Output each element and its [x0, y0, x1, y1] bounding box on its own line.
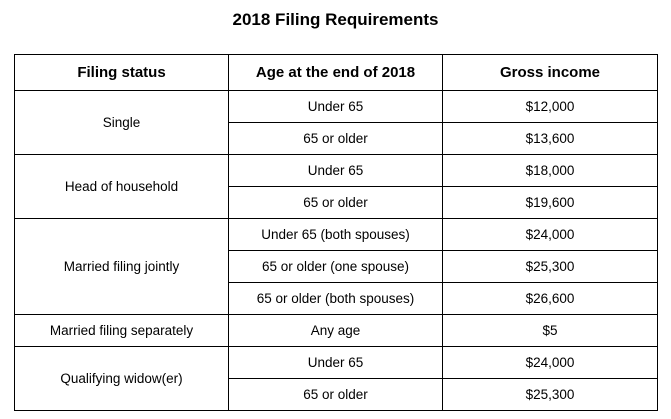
page-title: 2018 Filing Requirements	[232, 10, 439, 29]
filing-status-cell: Married filing jointly	[15, 219, 229, 315]
table-row	[15, 219, 658, 251]
income-cell: $26,600	[443, 283, 658, 315]
age-cell: Under 65	[229, 91, 443, 123]
income-cell: $13,600	[443, 123, 658, 155]
filing-requirements-table	[14, 54, 658, 411]
income-cell: $24,000	[443, 347, 658, 379]
filing-status-cell: Head of household	[15, 155, 229, 219]
age-cell: 65 or older (one spouse)	[229, 251, 443, 283]
age-cell: 65 or older (both spouses)	[229, 283, 443, 315]
age-cell: 65 or older	[229, 123, 443, 155]
filing-status-cell: Qualifying widow(er)	[15, 347, 229, 411]
income-cell: $5	[443, 315, 658, 347]
age-cell: 65 or older	[229, 187, 443, 219]
age-cell: Any age	[229, 315, 443, 347]
header-row	[15, 55, 658, 91]
income-cell: $18,000	[443, 155, 658, 187]
filing-status-cell: Married filing separately	[15, 315, 229, 347]
income-cell: $25,300	[443, 251, 658, 283]
age-cell: Under 65	[229, 347, 443, 379]
filing-status-cell: Single	[15, 91, 229, 155]
header-gross-income: Gross income	[443, 55, 658, 91]
age-cell: Under 65	[229, 155, 443, 187]
table-row	[15, 347, 658, 379]
header-filing-status: Filing status	[15, 55, 229, 91]
income-cell: $25,300	[443, 379, 658, 411]
table-row	[15, 91, 658, 123]
table-row	[15, 315, 658, 347]
age-cell: 65 or older	[229, 379, 443, 411]
table-row	[15, 155, 658, 187]
income-cell: $12,000	[443, 91, 658, 123]
header-age: Age at the end of 2018	[229, 55, 443, 91]
income-cell: $24,000	[443, 219, 658, 251]
age-cell: Under 65 (both spouses)	[229, 219, 443, 251]
income-cell: $19,600	[443, 187, 658, 219]
